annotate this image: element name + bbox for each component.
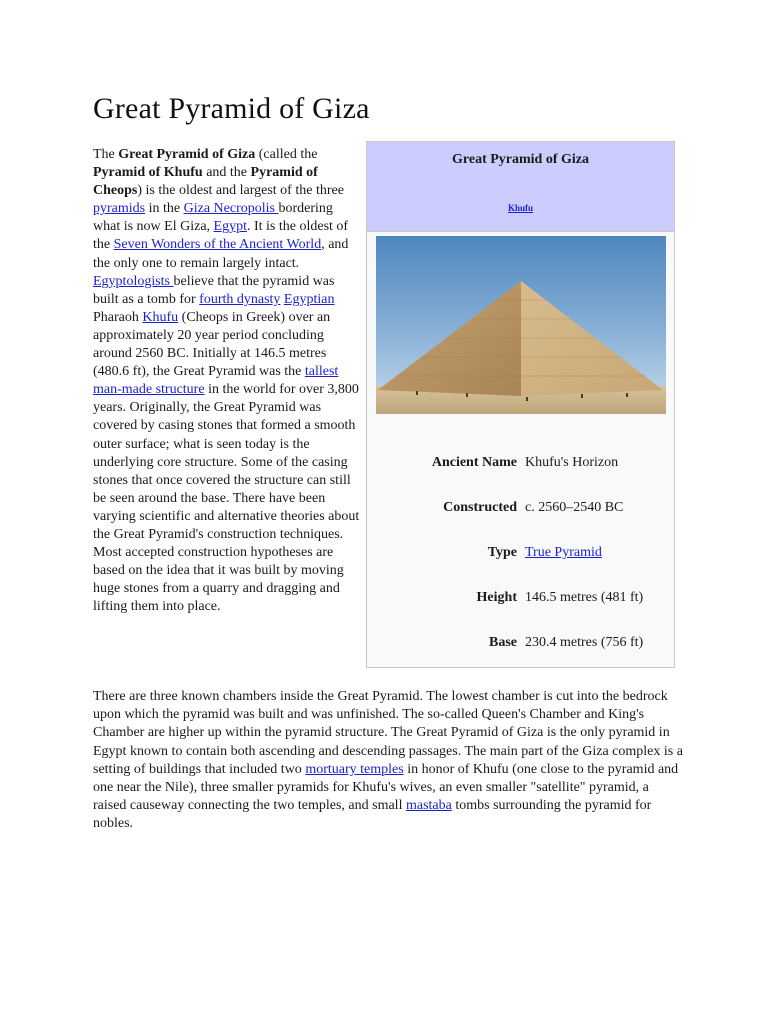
infobox-value: 230.4 metres (756 ft) [525, 635, 644, 650]
text-run: There are three known chambers inside the Great Pyramid. The lowest chamber is cut into the bedrock upon which the pyramid was built and was unfinished. The so-called Queen's Chamber and King's Chamber are higher up within the pyramid structure. The Great Pyramid of Giza is the only pyramid in Egypt known to contain both ascending and descending passages. The main part of the Giza complex is a setting of buildings that included two [93, 689, 683, 777]
text-run: ) is the oldest and largest of the three [137, 183, 344, 199]
link-tallest-structure[interactable]: tallest man-made structure [93, 364, 339, 398]
text-run: tombs surrounding the pyramid for nobles. [93, 798, 652, 832]
link-mortuary-temples[interactable]: mortuary temples [305, 761, 404, 777]
infobox-label: Height [476, 590, 517, 605]
infobox-header [367, 142, 674, 232]
link-seven-wonders[interactable]: Seven Wonders of the Ancient World [113, 237, 322, 253]
infobox-value: c. 2560–2540 BC [525, 500, 624, 515]
link-khufu[interactable]: Khufu [142, 309, 179, 325]
text-run: . It is the oldest of the [93, 219, 349, 253]
text-run: (Cheops in Greek) over an approximately 20 year period concluding around 2560 BC. Initially at 146.5 metres (480.6 ft), the Great Pyramid was the [93, 309, 331, 380]
infobox-label: Type [487, 545, 517, 560]
pyramid-photo-graphic [376, 236, 666, 414]
infobox-value-wrap [525, 545, 602, 561]
infobox-title: Great Pyramid of Giza [452, 152, 589, 167]
link-egyptian[interactable]: Egyptian [283, 291, 335, 307]
pyramid-photo [376, 236, 666, 414]
link-mastaba[interactable]: mastaba [405, 798, 452, 814]
infobox-subtitle-link[interactable]: Khufu [507, 203, 533, 213]
infobox [366, 141, 675, 668]
text-run: The [93, 147, 119, 162]
infobox-label: Constructed [443, 500, 517, 515]
bold-text: Pyramid of Cheops [93, 165, 318, 199]
infobox-value: 146.5 metres (481 ft) [525, 590, 644, 605]
text-run: in the [145, 201, 184, 217]
text-run: believe that the pyramid was built as a tomb for [93, 273, 335, 307]
text-run: in the world for over 3,800 years. Originally, the Great Pyramid was covered by casing stones that formed a smooth outer surface; what is seen today is the underlying core structure. Some of the casing stones that once covered the structure can still be seen around the base. There have been varying scientific and alternative theories about the Great Pyramid's construction techniques. Most accepted construction hypotheses are based on the idea that it was built by moving huge stones from a quarry and dragging and lifting them into place. [93, 382, 360, 615]
link-pyramids[interactable]: pyramids [93, 201, 146, 217]
link-fourth-dynasty[interactable]: fourth dynasty [199, 291, 281, 307]
infobox-label: Base [489, 635, 517, 650]
infobox-value: Khufu's Horizon [525, 455, 619, 470]
intro-paragraph [93, 146, 361, 616]
link-giza-necropolis[interactable]: Giza Necropolis [183, 201, 279, 217]
text-run: Pharaoh [93, 309, 143, 325]
text-run: and the [202, 165, 251, 181]
page-title: Great Pyramid of Giza [93, 92, 370, 125]
text-run: , and the only one to remain largely intact. [93, 237, 349, 271]
link-egyptologists[interactable]: Egyptologists [93, 273, 174, 289]
link-egypt[interactable]: Egypt [213, 219, 247, 235]
text-run: bordering what is now El Giza, [93, 201, 333, 235]
infobox-label: Ancient Name [431, 455, 517, 470]
link-true-pyramid[interactable]: True Pyramid [525, 545, 602, 560]
bold-text: Pyramid of Khufu [93, 165, 203, 181]
infobox-subtitle-wrap [367, 203, 674, 213]
text-run: in honor of Khufu (one close to the pyramid and one near the Nile), three smaller pyramids for Khufu's wives, an even smaller "satellite" pyramid, a raised causeway connecting the two temples, and small [93, 761, 679, 814]
bold-text: Great Pyramid of Giza [118, 147, 256, 162]
text-run: (called the [255, 147, 318, 162]
chambers-paragraph [93, 688, 683, 834]
